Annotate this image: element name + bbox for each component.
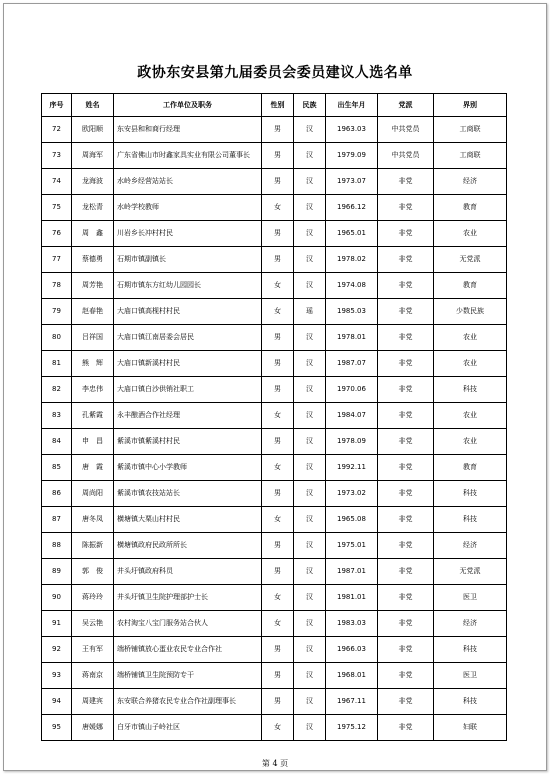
table-row [42, 403, 507, 429]
page-number: 第 4 页 [261, 759, 289, 768]
cell-name: 周芳艳 [72, 273, 114, 299]
cell-sector: 经济 [434, 533, 507, 559]
cell-birth: 1965.01 [326, 221, 378, 247]
cell-name: 唐 霞 [72, 455, 114, 481]
cell-ethnicity: 汉 [294, 689, 326, 715]
cell-party: 非党 [378, 637, 434, 663]
cell-party: 非党 [378, 273, 434, 299]
cell-ethnicity: 汉 [294, 559, 326, 585]
cell-workplace: 川岩乡长冲村村民 [114, 221, 262, 247]
cell-seq: 82 [42, 377, 72, 403]
cell-name: 蔡德勇 [72, 247, 114, 273]
cell-name: 吴云艳 [72, 611, 114, 637]
cell-birth: 1987.07 [326, 351, 378, 377]
cell-name: 龙松青 [72, 195, 114, 221]
cell-ethnicity: 汉 [294, 481, 326, 507]
cell-name: 周建宾 [72, 689, 114, 715]
cell-party: 非党 [378, 429, 434, 455]
cell-seq: 87 [42, 507, 72, 533]
cell-party: 非党 [378, 195, 434, 221]
cell-workplace: 端桥铺镇卫生院预防专干 [114, 663, 262, 689]
page-title: 政协东安县第九届委员会委员建议人选名单 [137, 65, 413, 81]
cell-party: 非党 [378, 351, 434, 377]
cell-ethnicity: 汉 [294, 611, 326, 637]
cell-name: 陈振新 [72, 533, 114, 559]
cell-party: 非党 [378, 507, 434, 533]
table-row [42, 585, 507, 611]
cell-ethnicity: 汉 [294, 377, 326, 403]
cell-gender: 女 [262, 507, 294, 533]
cell-name: 郭 俊 [72, 559, 114, 585]
cell-gender: 男 [262, 221, 294, 247]
cell-party: 非党 [378, 221, 434, 247]
cell-sector: 医卫 [434, 663, 507, 689]
cell-birth: 1983.03 [326, 611, 378, 637]
cell-name: 蒋玲玲 [72, 585, 114, 611]
cell-name: 赵春艳 [72, 299, 114, 325]
column-header-workplace: 工作单位及职务 [114, 94, 262, 117]
cell-seq: 79 [42, 299, 72, 325]
cell-ethnicity: 汉 [294, 585, 326, 611]
cell-gender: 男 [262, 689, 294, 715]
cell-birth: 1963.03 [326, 117, 378, 143]
cell-seq: 72 [42, 117, 72, 143]
cell-name: 周尚阳 [72, 481, 114, 507]
cell-gender: 女 [262, 299, 294, 325]
cell-party: 中共党员 [378, 143, 434, 169]
table-row [42, 481, 507, 507]
cell-ethnicity: 汉 [294, 351, 326, 377]
cell-name: 欧阳顺 [72, 117, 114, 143]
cell-workplace: 端桥铺镇放心蛋业农民专业合作社 [114, 637, 262, 663]
cell-workplace: 横塘镇大栗山村村民 [114, 507, 262, 533]
cell-ethnicity: 汉 [294, 117, 326, 143]
table-row [42, 689, 507, 715]
table-row [42, 247, 507, 273]
cell-gender: 男 [262, 663, 294, 689]
cell-party: 非党 [378, 663, 434, 689]
table-row [42, 351, 507, 377]
cell-gender: 男 [262, 429, 294, 455]
cell-name: 唐媛娜 [72, 715, 114, 741]
cell-seq: 92 [42, 637, 72, 663]
cell-seq: 93 [42, 663, 72, 689]
cell-ethnicity: 汉 [294, 325, 326, 351]
cell-birth: 1970.06 [326, 377, 378, 403]
cell-sector: 教育 [434, 195, 507, 221]
table-row [42, 117, 507, 143]
cell-gender: 男 [262, 351, 294, 377]
cell-workplace: 白牙市镇山子岭社区 [114, 715, 262, 741]
cell-birth: 1968.01 [326, 663, 378, 689]
table-row [42, 507, 507, 533]
cell-birth: 1987.01 [326, 559, 378, 585]
column-header-name: 姓名 [72, 94, 114, 117]
cell-name: 熊 辉 [72, 351, 114, 377]
cell-party: 非党 [378, 455, 434, 481]
column-header-birth: 出生年月 [326, 94, 378, 117]
cell-sector: 经济 [434, 169, 507, 195]
cell-ethnicity: 汉 [294, 195, 326, 221]
cell-party: 非党 [378, 533, 434, 559]
cell-workplace: 大庙口镇新溪村村民 [114, 351, 262, 377]
cell-sector: 教育 [434, 273, 507, 299]
table-body [42, 117, 507, 741]
cell-birth: 1979.09 [326, 143, 378, 169]
table-row [42, 611, 507, 637]
cell-sector: 农业 [434, 221, 507, 247]
cell-party: 非党 [378, 611, 434, 637]
table-row [42, 169, 507, 195]
cell-birth: 1974.08 [326, 273, 378, 299]
cell-party: 非党 [378, 377, 434, 403]
cell-name: 孔紫霞 [72, 403, 114, 429]
cell-gender: 女 [262, 611, 294, 637]
cell-sector: 科技 [434, 481, 507, 507]
cell-birth: 1975.12 [326, 715, 378, 741]
cell-birth: 1978.01 [326, 325, 378, 351]
cell-seq: 94 [42, 689, 72, 715]
cell-workplace: 大庙口镇高枧村村民 [114, 299, 262, 325]
cell-seq: 90 [42, 585, 72, 611]
column-header-ethnicity: 民族 [294, 94, 326, 117]
cell-name: 王有军 [72, 637, 114, 663]
cell-birth: 1967.11 [326, 689, 378, 715]
cell-birth: 1973.02 [326, 481, 378, 507]
cell-workplace: 石期市镇副镇长 [114, 247, 262, 273]
cell-ethnicity: 汉 [294, 637, 326, 663]
cell-workplace: 东安县和和商行经理 [114, 117, 262, 143]
cell-name: 唐冬凤 [72, 507, 114, 533]
cell-ethnicity: 瑶 [294, 299, 326, 325]
table-row [42, 663, 507, 689]
cell-workplace: 东安联合养猪农民专业合作社副理事长 [114, 689, 262, 715]
cell-gender: 男 [262, 325, 294, 351]
cell-gender: 女 [262, 585, 294, 611]
cell-sector: 医卫 [434, 585, 507, 611]
cell-name: 周海军 [72, 143, 114, 169]
column-header-gender: 性别 [262, 94, 294, 117]
cell-name: 李忠伟 [72, 377, 114, 403]
cell-workplace: 井头圩镇政府科员 [114, 559, 262, 585]
cell-ethnicity: 汉 [294, 169, 326, 195]
cell-workplace: 永丰酿酒合作社经理 [114, 403, 262, 429]
cell-ethnicity: 汉 [294, 403, 326, 429]
cell-sector: 农业 [434, 429, 507, 455]
cell-seq: 76 [42, 221, 72, 247]
table-row [42, 195, 507, 221]
cell-sector: 农业 [434, 403, 507, 429]
cell-birth: 1985.03 [326, 299, 378, 325]
cell-gender: 女 [262, 195, 294, 221]
cell-birth: 1984.07 [326, 403, 378, 429]
cell-ethnicity: 汉 [294, 715, 326, 741]
cell-party: 非党 [378, 247, 434, 273]
cell-party: 非党 [378, 559, 434, 585]
table-row [42, 533, 507, 559]
table-row [42, 429, 507, 455]
cell-ethnicity: 汉 [294, 429, 326, 455]
column-header-sector: 界别 [434, 94, 507, 117]
cell-workplace: 紫溪市镇中心小学教师 [114, 455, 262, 481]
table-header-row [42, 94, 507, 117]
cell-gender: 男 [262, 533, 294, 559]
column-header-seq: 序号 [42, 94, 72, 117]
cell-sector: 无党派 [434, 559, 507, 585]
cell-sector: 无党派 [434, 247, 507, 273]
cell-birth: 1966.12 [326, 195, 378, 221]
table-row [42, 221, 507, 247]
cell-party: 中共党员 [378, 117, 434, 143]
cell-workplace: 大庙口镇江南居委会居民 [114, 325, 262, 351]
cell-ethnicity: 汉 [294, 663, 326, 689]
cell-workplace: 大庙口镇白沙供销社职工 [114, 377, 262, 403]
cell-party: 非党 [378, 299, 434, 325]
cell-ethnicity: 汉 [294, 533, 326, 559]
cell-sector: 工商联 [434, 117, 507, 143]
cell-name: 申 昌 [72, 429, 114, 455]
cell-birth: 1965.08 [326, 507, 378, 533]
cell-party: 非党 [378, 585, 434, 611]
cell-gender: 女 [262, 455, 294, 481]
cell-birth: 1966.03 [326, 637, 378, 663]
table-row [42, 455, 507, 481]
cell-gender: 男 [262, 559, 294, 585]
cell-seq: 80 [42, 325, 72, 351]
cell-workplace: 横塘镇政府民政所所长 [114, 533, 262, 559]
cell-gender: 男 [262, 377, 294, 403]
cell-sector: 科技 [434, 637, 507, 663]
cell-birth: 1973.07 [326, 169, 378, 195]
column-header-party: 党派 [378, 94, 434, 117]
member-table [41, 93, 507, 741]
cell-seq: 73 [42, 143, 72, 169]
cell-gender: 男 [262, 247, 294, 273]
cell-party: 非党 [378, 169, 434, 195]
cell-seq: 86 [42, 481, 72, 507]
cell-party: 非党 [378, 689, 434, 715]
cell-party: 非党 [378, 403, 434, 429]
cell-birth: 1981.01 [326, 585, 378, 611]
table-row [42, 715, 507, 741]
cell-gender: 男 [262, 143, 294, 169]
cell-ethnicity: 汉 [294, 273, 326, 299]
cell-sector: 科技 [434, 689, 507, 715]
cell-gender: 女 [262, 273, 294, 299]
cell-sector: 妇联 [434, 715, 507, 741]
cell-workplace: 石期市镇东方红幼儿园园长 [114, 273, 262, 299]
cell-workplace: 井头圩镇卫生院护理部护士长 [114, 585, 262, 611]
table-row [42, 377, 507, 403]
cell-birth: 1975.01 [326, 533, 378, 559]
cell-seq: 81 [42, 351, 72, 377]
cell-gender: 男 [262, 117, 294, 143]
table-row [42, 299, 507, 325]
cell-gender: 女 [262, 403, 294, 429]
cell-seq: 85 [42, 455, 72, 481]
cell-workplace: 广东省佛山市时鑫家具实业有限公司董事长 [114, 143, 262, 169]
cell-seq: 78 [42, 273, 72, 299]
cell-birth: 1992.11 [326, 455, 378, 481]
cell-gender: 男 [262, 481, 294, 507]
cell-seq: 89 [42, 559, 72, 585]
table-row [42, 637, 507, 663]
cell-sector: 科技 [434, 377, 507, 403]
table-row [42, 143, 507, 169]
cell-gender: 男 [262, 637, 294, 663]
cell-seq: 75 [42, 195, 72, 221]
cell-ethnicity: 汉 [294, 221, 326, 247]
table-row [42, 325, 507, 351]
cell-gender: 男 [262, 169, 294, 195]
cell-seq: 91 [42, 611, 72, 637]
cell-seq: 74 [42, 169, 72, 195]
cell-party: 非党 [378, 325, 434, 351]
cell-birth: 1978.09 [326, 429, 378, 455]
cell-workplace: 水岭学校教师 [114, 195, 262, 221]
cell-workplace: 紫溪市镇农技站站长 [114, 481, 262, 507]
cell-sector: 少数民族 [434, 299, 507, 325]
cell-seq: 84 [42, 429, 72, 455]
cell-seq: 83 [42, 403, 72, 429]
cell-name: 周 鑫 [72, 221, 114, 247]
cell-gender: 女 [262, 715, 294, 741]
cell-seq: 77 [42, 247, 72, 273]
cell-sector: 农业 [434, 325, 507, 351]
cell-name: 龙海波 [72, 169, 114, 195]
cell-ethnicity: 汉 [294, 247, 326, 273]
cell-name: 蒋南京 [72, 663, 114, 689]
cell-name: 吕祥国 [72, 325, 114, 351]
cell-sector: 农业 [434, 351, 507, 377]
cell-party: 非党 [378, 715, 434, 741]
cell-birth: 1978.02 [326, 247, 378, 273]
cell-sector: 科技 [434, 507, 507, 533]
cell-sector: 教育 [434, 455, 507, 481]
cell-seq: 88 [42, 533, 72, 559]
cell-ethnicity: 汉 [294, 143, 326, 169]
cell-party: 非党 [378, 481, 434, 507]
cell-sector: 经济 [434, 611, 507, 637]
cell-workplace: 水岭乡经营站站长 [114, 169, 262, 195]
cell-workplace: 农村淘宝八宝门服务站合伙人 [114, 611, 262, 637]
cell-ethnicity: 汉 [294, 507, 326, 533]
cell-workplace: 紫溪市镇紫溪村村民 [114, 429, 262, 455]
cell-seq: 95 [42, 715, 72, 741]
cell-sector: 工商联 [434, 143, 507, 169]
table-row [42, 559, 507, 585]
table-row [42, 273, 507, 299]
cell-ethnicity: 汉 [294, 455, 326, 481]
